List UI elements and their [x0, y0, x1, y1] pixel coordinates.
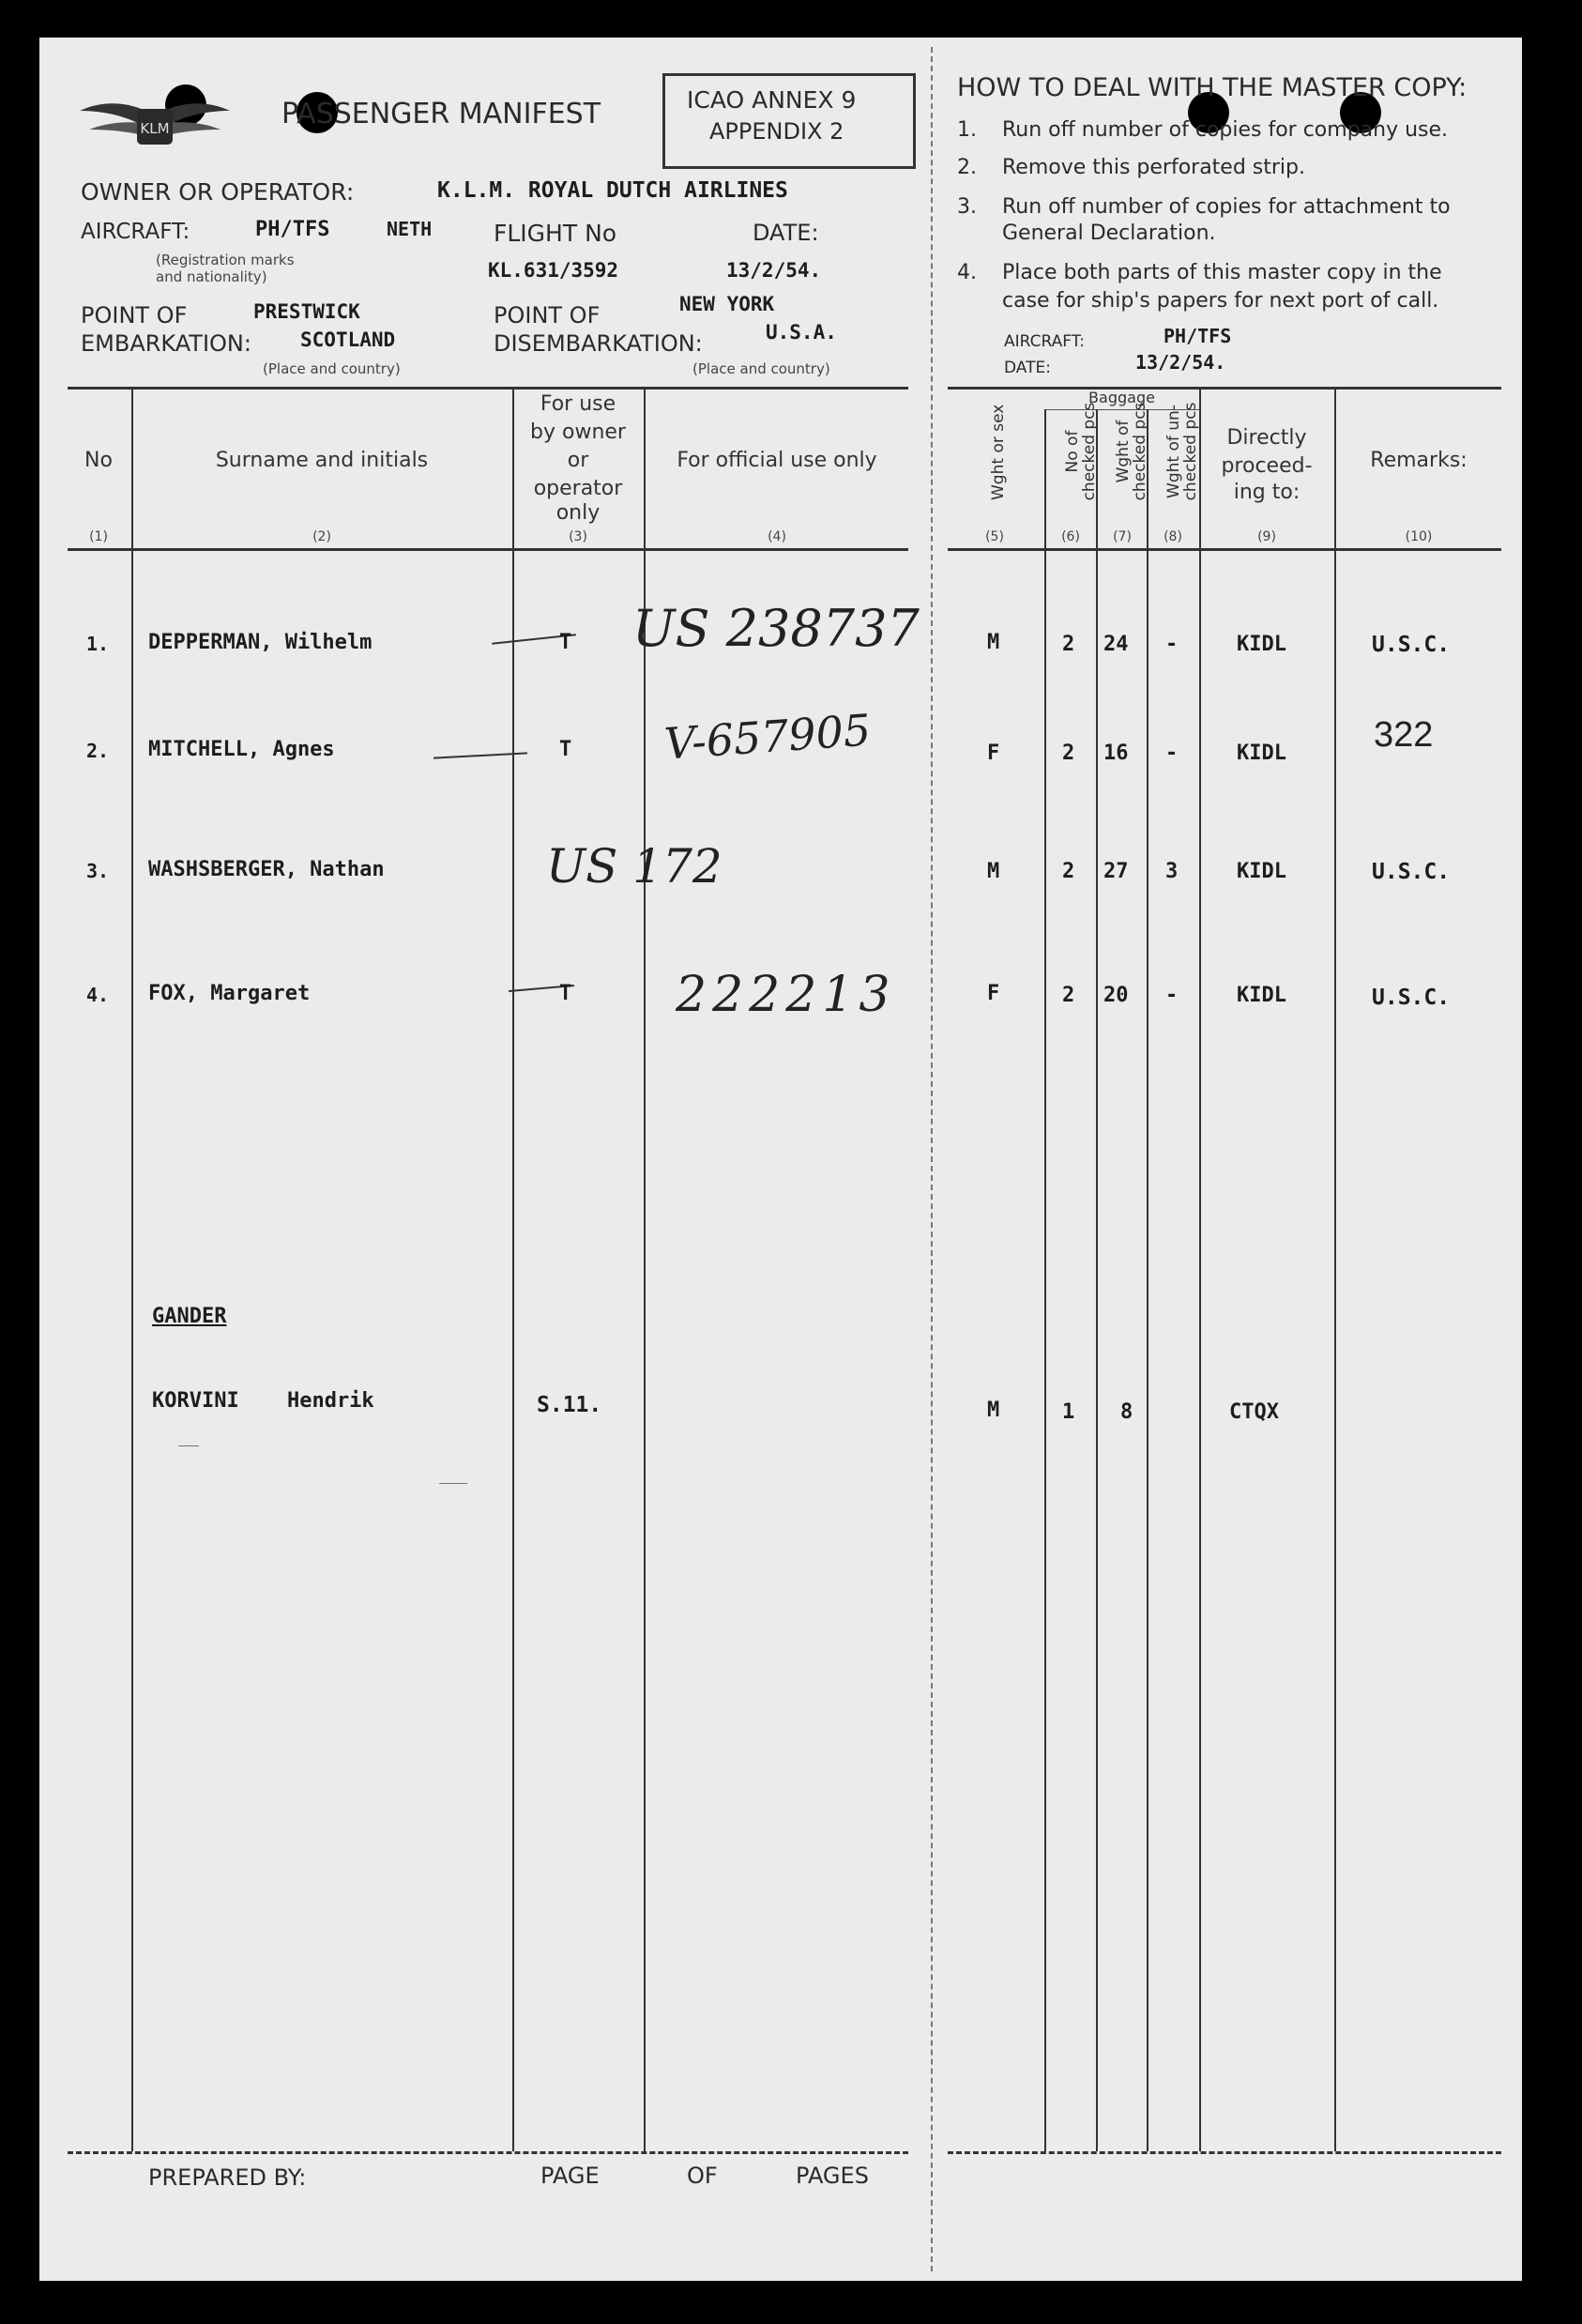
row-3-dest: KIDL: [1237, 860, 1286, 883]
aircraft-value: PH/TFS: [255, 218, 330, 241]
row-1-official: US 238737: [632, 599, 920, 658]
aircraft-label: AIRCRAFT:: [81, 220, 190, 244]
row-1-use: T: [559, 631, 572, 654]
row-4-remarks: U.S.C.: [1372, 986, 1451, 1010]
gander-pen-stroke: [178, 1445, 199, 1446]
col-header-no: No: [84, 449, 113, 472]
row-2-pcs: 2: [1062, 742, 1075, 765]
row-2-remarks: 322: [1374, 715, 1434, 755]
col-header-wght-sex: Wght or sex: [989, 404, 1008, 500]
col-header-official: For official use only: [677, 449, 877, 472]
gander-sex: M: [987, 1399, 1000, 1422]
date-value: 13/2/54.: [726, 259, 822, 282]
col-header-directly-3: ing to:: [1233, 481, 1301, 504]
flight-label: FLIGHT No: [494, 220, 617, 247]
svg-text:KLM: KLM: [140, 120, 170, 137]
aircraft-nationality: NETH: [387, 218, 433, 240]
row-3-wght: 27: [1103, 860, 1129, 883]
gander-pen-stroke: [439, 1483, 467, 1484]
row-1-name: DEPPERMAN, Wilhelm: [148, 631, 373, 654]
col-header-directly-2: proceed-: [1221, 454, 1313, 478]
row-1-pcs: 2: [1062, 633, 1075, 656]
col-header-directly-1: Directly: [1226, 426, 1307, 450]
col-header-baggage: Baggage: [1088, 389, 1155, 406]
col-header-surname: Surname and initials: [215, 449, 429, 472]
row-1-wght: 24: [1103, 633, 1129, 656]
disembarkation-note: (Place and country): [692, 360, 830, 377]
instruction-4-cont: case for ship's papers for next port of call.: [1002, 289, 1439, 313]
row-3-remarks: U.S.C.: [1372, 860, 1451, 884]
row-4-official: 222213: [676, 967, 896, 1023]
disembarkation-label-1: POINT OF: [494, 302, 601, 329]
instruction-2: Remove this perforated strip.: [1002, 156, 1306, 179]
gander-dest: CTQX: [1229, 1400, 1279, 1424]
row-1-remarks: U.S.C.: [1372, 633, 1451, 657]
row-4-no: 4.: [86, 984, 110, 1006]
instruction-3-cont: General Declaration.: [1002, 222, 1216, 245]
col-number: (8): [1164, 529, 1182, 544]
col-header-wght-checked-2: checked pcs: [1131, 402, 1149, 501]
date-label: DATE:: [753, 220, 819, 246]
disembarkation-value-1: NEW YORK: [679, 293, 775, 315]
col-header-wght-unchecked-2: checked pcs: [1181, 402, 1200, 501]
table-top-rule-left: [68, 387, 908, 390]
col-number: (5): [985, 529, 1004, 544]
col-number: (2): [312, 529, 331, 544]
icao-appendix: APPENDIX 2: [709, 118, 844, 145]
row-2-official: V-657905: [662, 704, 873, 770]
manifest-sheet: [39, 38, 1522, 2281]
disembarkation-value-2: U.S.A.: [766, 321, 837, 344]
row-2-name: MITCHELL, Agnes: [148, 738, 335, 761]
col-number: (3): [569, 529, 587, 544]
pages-label: PAGES: [796, 2163, 869, 2189]
row-3-no: 3.: [86, 860, 110, 882]
owner-value: K.L.M. ROYAL DUTCH AIRLINES: [437, 178, 788, 203]
embarkation-note: (Place and country): [263, 360, 401, 377]
row-1-sex: M: [987, 631, 1000, 654]
aircraft-note-2: and nationality): [156, 268, 267, 285]
row-2-use: T: [559, 738, 572, 761]
strip-date-value: 13/2/54.: [1135, 351, 1226, 374]
owner-label: OWNER OR OPERATOR:: [81, 178, 355, 206]
embarkation-value-2: SCOTLAND: [300, 329, 396, 351]
instruction-3: Run off number of copies for attachment to: [1002, 195, 1451, 219]
instruction-4-num: 4.: [957, 261, 977, 284]
row-4-name: FOX, Margaret: [148, 982, 311, 1005]
strip-date-label: DATE:: [1004, 359, 1051, 377]
row-1-dest: KIDL: [1237, 633, 1286, 656]
row-2-unchecked: -: [1165, 742, 1179, 765]
row-2-no: 2.: [86, 740, 110, 762]
col-header-no-checked-1: No of: [1063, 430, 1082, 473]
table-top-rule-right: [948, 387, 1501, 390]
instruction-4: Place both parts of this master copy in the: [1002, 261, 1442, 284]
instructions-heading: HOW TO DEAL WITH THE MASTER COPY:: [957, 73, 1468, 102]
row-2-dest: KIDL: [1237, 742, 1286, 765]
col-header-remarks: Remarks:: [1370, 449, 1468, 472]
col-divider: [1096, 409, 1098, 2151]
col-header-owner-use-4: operator: [533, 477, 623, 500]
col-number: (10): [1405, 529, 1433, 544]
col-divider: [1044, 409, 1046, 2151]
row-4-wght: 20: [1103, 984, 1129, 1007]
klm-wings-logo: [75, 73, 235, 158]
gander-wght: 8: [1120, 1400, 1133, 1424]
col-header-owner-use-2: by owner: [530, 420, 626, 444]
col-header-owner-use-5: only: [555, 501, 601, 525]
col-header-no-checked-2: checked pcs: [1080, 402, 1099, 501]
row-3-pcs: 2: [1062, 860, 1075, 883]
row-4-pcs: 2: [1062, 984, 1075, 1007]
col-header-wght-checked-1: Wght of: [1114, 420, 1133, 483]
col-number: (6): [1061, 529, 1080, 544]
col-number: (7): [1113, 529, 1132, 544]
gander-pcs: 1: [1062, 1400, 1075, 1424]
row-4-use: T: [559, 982, 572, 1005]
strip-aircraft-label: AIRCRAFT:: [1004, 332, 1085, 351]
gander-use: S.11.: [537, 1393, 602, 1417]
gander-name: KORVINI Hendrik: [152, 1389, 374, 1413]
page-label: PAGE: [540, 2163, 600, 2189]
col-header-owner-use-1: For use: [540, 392, 616, 416]
row-3-name: WASHSBERGER, Nathan: [148, 858, 385, 881]
row-4-dest: KIDL: [1237, 984, 1286, 1007]
row-3-official: US 172: [546, 839, 723, 894]
row-4-unchecked: -: [1165, 984, 1179, 1007]
strip-aircraft-value: PH/TFS: [1164, 325, 1232, 347]
row-4-sex: F: [987, 982, 1000, 1005]
disembarkation-label-2: DISEMBARKATION:: [494, 330, 703, 357]
embarkation-label-2: EMBARKATION:: [81, 330, 251, 357]
flight-value: KL.631/3592: [488, 259, 619, 282]
header-bottom-rule-left: [68, 548, 908, 551]
row-3-unchecked: 3: [1165, 860, 1179, 883]
gander-heading: GANDER: [152, 1305, 227, 1328]
col-header-owner-use-3: or: [567, 449, 589, 472]
col-divider: [131, 387, 133, 2151]
row-3-sex: M: [987, 860, 1000, 883]
col-header-wght-unchecked-1: Wght of un-: [1164, 405, 1183, 498]
row-2-wght: 16: [1103, 742, 1129, 765]
table-bottom-rule-left: [68, 2151, 908, 2154]
col-divider: [1334, 387, 1336, 2151]
perforation-line: [931, 47, 933, 2271]
instruction-1: Run off number of copies for company use.: [1002, 118, 1449, 142]
col-number: (1): [89, 529, 108, 544]
row-1-unchecked: -: [1165, 633, 1179, 656]
form-title: PASSENGER MANIFEST: [281, 98, 601, 130]
embarkation-value-1: PRESTWICK: [253, 300, 360, 323]
col-number: (4): [768, 529, 786, 544]
instruction-3-num: 3.: [957, 195, 977, 219]
col-divider: [1147, 409, 1148, 2151]
row-1-no: 1.: [86, 633, 110, 655]
col-number: (9): [1257, 529, 1276, 544]
icao-annex: ICAO ANNEX 9: [687, 86, 857, 114]
of-label: OF: [687, 2163, 718, 2189]
prepared-by-label: PREPARED BY:: [148, 2164, 307, 2191]
aircraft-note-1: (Registration marks: [156, 252, 295, 268]
header-bottom-rule-right: [948, 548, 1501, 551]
col-divider: [1199, 387, 1201, 2151]
col-divider: [512, 387, 514, 2151]
instruction-2-num: 2.: [957, 156, 977, 179]
table-bottom-rule-right: [948, 2151, 1501, 2154]
instruction-1-num: 1.: [957, 118, 977, 142]
embarkation-label-1: POINT OF: [81, 302, 188, 329]
row-2-sex: F: [987, 742, 1000, 765]
